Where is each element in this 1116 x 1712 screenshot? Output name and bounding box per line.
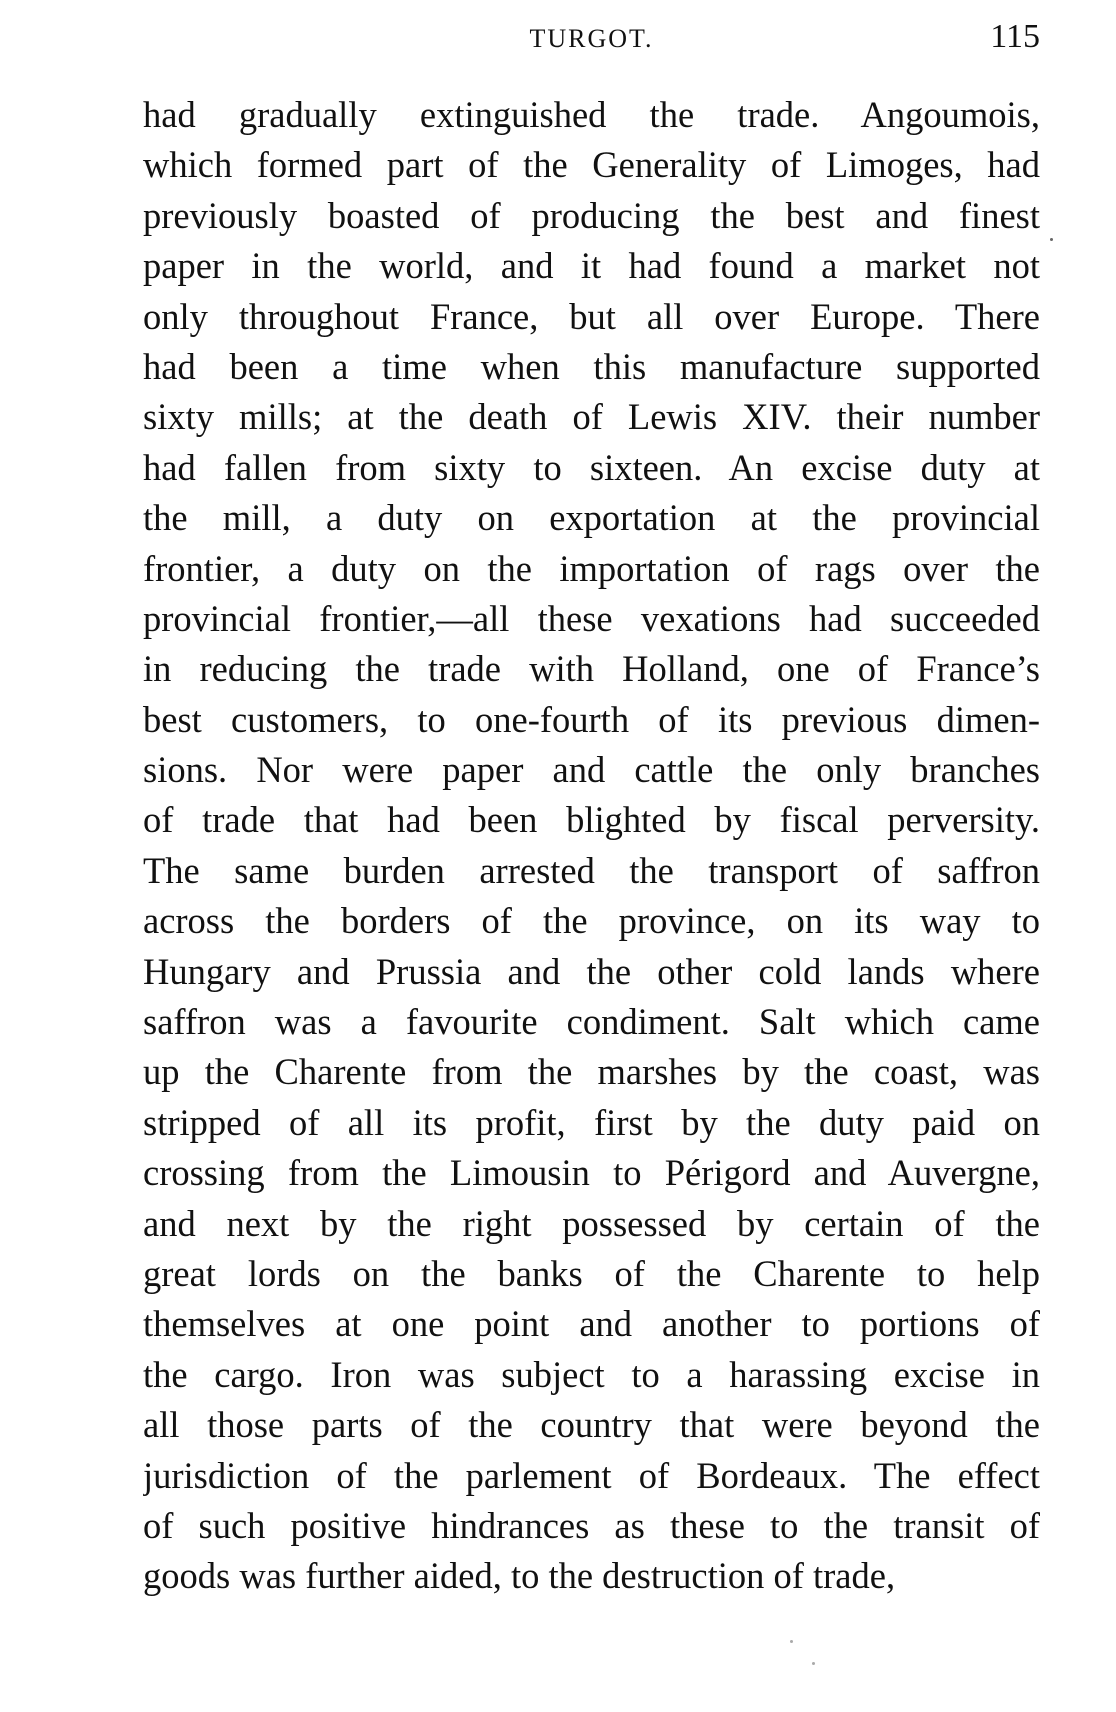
running-header (143, 18, 1040, 62)
text-line: all those parts of the country that were beyond the (143, 1404, 1040, 1446)
text-line: only throughout France, but all over Europe. There (143, 295, 1040, 337)
text-line: the cargo. Iron was subject to a harassing excise in (143, 1353, 1040, 1395)
scan-speck (790, 1640, 793, 1643)
text-line: Hungary and Prussia and the other cold lands where (143, 950, 1040, 992)
text-line: in reducing the trade with Holland, one of France’s (143, 648, 1040, 690)
text-line: of such positive hindrances as these to the transit of (143, 1504, 1040, 1546)
text-line: jurisdiction of the parlement of Bordeaux. The effect (143, 1454, 1040, 1496)
text-line: across the borders of the province, on its way to (143, 900, 1040, 942)
text-line: up the Charente from the marshes by the coast, was (143, 1051, 1040, 1093)
text-line: had been a time when this manufacture supported (143, 345, 1040, 387)
text-line: themselves at one point and another to portions of (143, 1303, 1040, 1345)
text-line: crossing from the Limousin to Périgord and Auvergne, (143, 1152, 1040, 1194)
text-line: had gradually extinguished the trade. Angoumois, (143, 94, 1040, 135)
text-line: saffron was a favourite condiment. Salt which came (143, 1001, 1040, 1043)
text-line: stripped of all its profit, first by the duty paid on (143, 1101, 1040, 1143)
scan-speck (812, 1662, 815, 1665)
text-line: which formed part of the Generality of Limoges, had (143, 144, 1040, 186)
text-line: The same burden arrested the transport of saffron (143, 849, 1040, 891)
running-title: TURGOT. (529, 24, 654, 53)
text-line: of trade that had been blighted by fiscal perversity. (143, 799, 1040, 841)
text-line: goods was further aided, to the destruction of trade, (143, 1555, 896, 1597)
text-line: best customers, to one-fourth of its previous dimen- (143, 698, 1040, 740)
page-number: 115 (990, 18, 1040, 55)
scan-speck (1050, 238, 1053, 241)
body-text (143, 90, 1040, 1602)
text-line: had fallen from sixty to sixteen. An excise duty at (143, 446, 1040, 488)
text-line: sions. Nor were paper and cattle the only branches (143, 749, 1040, 791)
text-line: and next by the right possessed by certain of the (143, 1202, 1040, 1244)
text-line: frontier, a duty on the importation of rags over the (143, 547, 1040, 589)
text-line: great lords on the banks of the Charente to help (143, 1252, 1040, 1294)
text-line: previously boasted of producing the best and finest (143, 194, 1040, 236)
text-line: provincial frontier,—all these vexations had succeeded (143, 597, 1040, 639)
text-line: sixty mills; at the death of Lewis XIV. their number (143, 396, 1040, 438)
text-line: the mill, a duty on exportation at the provincial (143, 497, 1040, 539)
text-line: paper in the world, and it had found a market not (143, 245, 1040, 287)
